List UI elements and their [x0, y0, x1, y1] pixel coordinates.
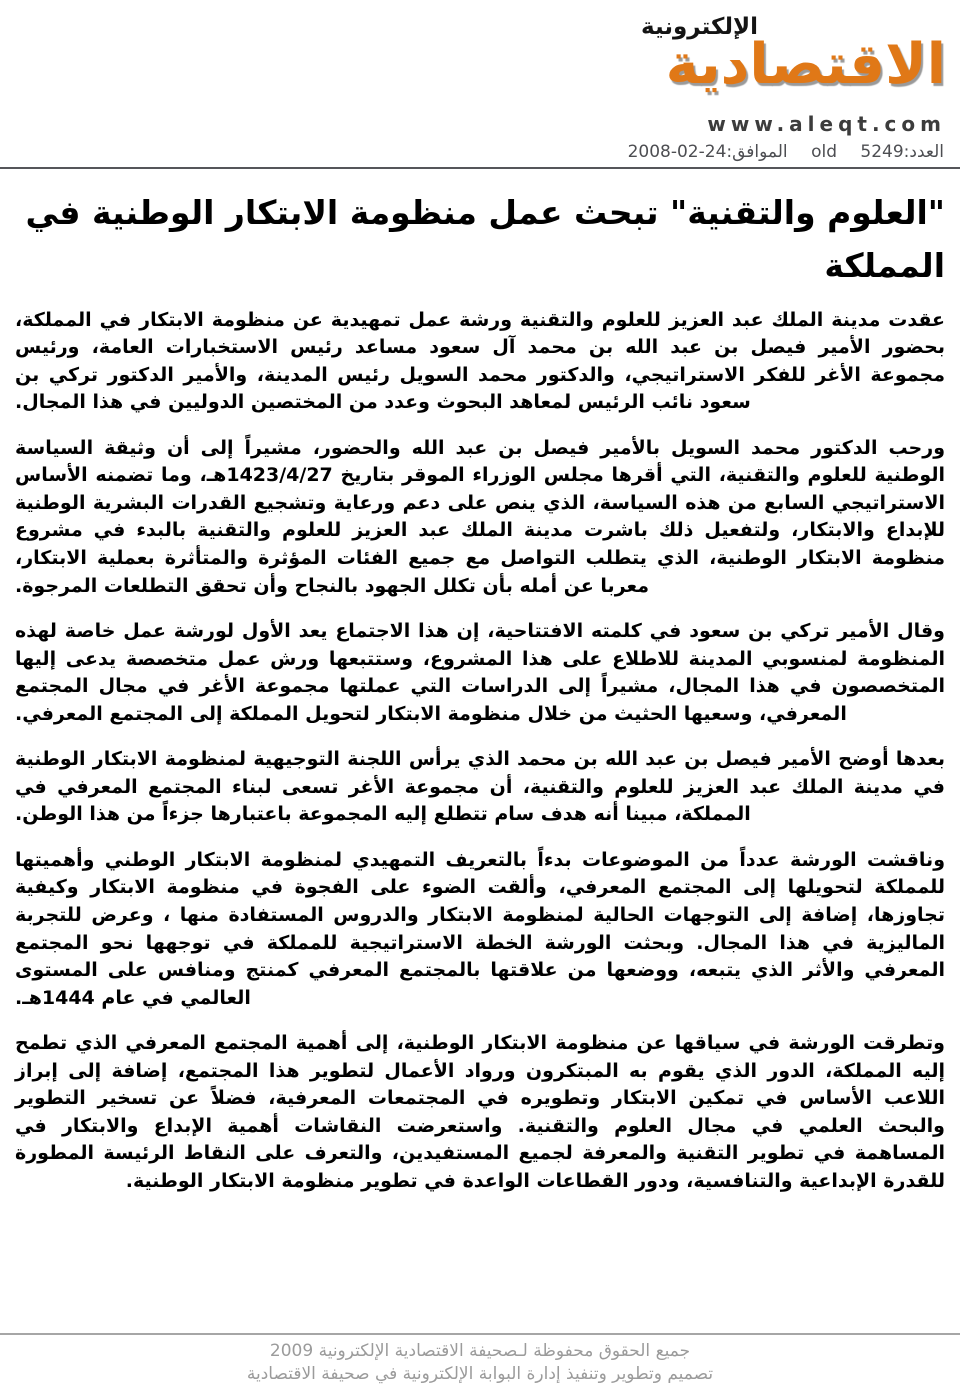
masthead	[0, 0, 960, 169]
aleqt-logo[interactable]	[626, 14, 946, 136]
article-paragraph: ورحب الدكتور محمد السويل بالأمير فيصل بن عبد الله والحضور، مشيراً إلى أن وثيقة السياسة الوطنية للعلوم والتقنية، التي أقرها مجلس الوزراء الموقر بتاريخ 1423/4/27هـ، وما تضمنه الأساس الاستراتيجي السابع من هذه السياسة، الذي ينص على دعم ورعاية وتشجيع القدرات البشرية الوطنية للإبداع والابتكار، ولتفعيل ذلك باشرت مدينة الملك عبد العزيز للعلوم والتقنية بالبدء في مشروع منظومة الابتكار الوطنية، الذي يتطلب التواصل مع جميع الفئات المؤثرة والمتأثرة بعملية الابتكار، معربا عن أمله بأن تكلل الجهود بالنجاح وأن تحقق التطلعات المرجوة.	[15, 436, 945, 597]
logo-electronic-label: الإلكترونية	[641, 14, 758, 40]
header-divider	[0, 167, 960, 169]
article-body	[0, 307, 960, 1196]
logo-brand-name: الاقتصادية	[665, 32, 946, 97]
article-paragraph: وقال الأمير تركي بن سعود في كلمته الافتتاحية، إن هذا الاجتماع يعد الأول لورشة عمل خاصة لهذه المنظومة لمنسوبي المدينة للاطلاع على هذا المشروع، وستتبعها ورش عمل متخصصة يدعى إليها المتخصصون في هذا المجال، مشيراً إلى الدراسات التي عملتها مجموعة الأغر في مجال المجتمع المعرفي، وسعيها الحثيث من خلال منظومة الابتكار لتحويل المملكة إلى المجتمع المعرفي.	[15, 620, 945, 725]
logo-website-url: www.aleqt.com	[707, 112, 946, 136]
issue-number: العدد:5249	[860, 142, 944, 162]
article-title: "العلوم والتقنية" تبحث عمل منظومة الابتكار الوطنية في المملكة	[25, 193, 945, 285]
copyright-text: جميع الحقوق محفوظة لـصحيفة الاقتصادية الإلكترونية 2009	[269, 1341, 691, 1361]
page-footer	[0, 1333, 960, 1384]
article-paragraph: بعدها أوضح الأمير فيصل بن عبد الله بن محمد الذي يرأس اللجنة التوجيهية لمنظومة الابتكار الوطنية في مدينة الملك عبد العزيز للعلوم والتقنية، أن مجموعة الأغر تسعى لبناء المجتمع المعرفي في المملكة، مبينا أنه هدف سام تتطلع إليه المجموعة باعتبارها جزءاً من هذا الوطن.	[15, 748, 945, 826]
article-paragraph: وناقشت الورشة عدداً من الموضوعات بدءاً بالتعريف التمهيدي لمنظومة الابتكار الوطني وأهميتها للمملكة لتحويلها إلى المجتمع المعرفي، وألقت الضوء على الفجوة في منظومة الابتكار وكيفية تجاوزها، إضافة إلى التوجهات الحالية لمنظومة الابتكار والدروس المستفادة منها ، وعرض للتجربة الماليزية في هذا المجال. وبحثت الورشة الخطة الاستراتيجية للمملكة في توجهها نحو المجتمع المعرفي والأثر الذي يتبعه، ووضعها من علاقتها بالمجتمع المعرفي كمنتج ومنافس على المستوى العالمي في عام 1444هـ.	[15, 848, 945, 1009]
issue-bar	[0, 142, 960, 162]
edition-tag: old	[811, 142, 837, 162]
article-paragraph: وتطرقت الورشة في سياقها عن منظومة الابتكار الوطنية، إلى أهمية المجتمع المعرفي الذي تطمح إليه المملكة، الدور الذي يقوم به المبتكرون ورواد الأعمال لتطوير هذا المجتمع، إضافة إلى إبراز اللاعب الأساس في تمكين الابتكار وتطويره في المجتمعات المعرفية، فضلاً عن تسخير التطوير والبحث العلمي في مجال العلوم والتقنية. واستعرضت النقاشات أهمية الإبداع والابتكار في المساهمة في تطوير التقنية والمعرفة لجميع المستفيدين، والتعرف على النقاط الرئيسة المطورة للقدرة الإبداعية والتنافسية، ودور القطاعات الواعدة في تطوير منظومة الابتكار الوطنية.	[15, 1032, 945, 1192]
issue-date: الموافق:24-02-2008	[627, 142, 788, 162]
article-paragraph: عقدت مدينة الملك عبد العزيز للعلوم والتقنية ورشة عمل تمهيدية عن منظومة الابتكار في المملكة، بحضور الأمير فيصل بن عبد الله بن محمد آل سعود مساعد رئيس الاستخبارات العامة، ورئيس مجموعة الأغر للفكر الاستراتيجي، والدكتور محمد السويل رئيس المدينة، والأمير الدكتور تركي بن سعود نائب الرئيس لمعاهد البحوث وعدد من المختصين الدوليين في هذا المجال.	[15, 308, 945, 414]
footer-divider	[0, 1333, 960, 1335]
credits-text: تصميم وتطوير وتنفيذ إدارة البوابة الإلكترونية في صحيفة الاقتصادية	[246, 1363, 714, 1384]
article-main	[0, 187, 960, 1195]
